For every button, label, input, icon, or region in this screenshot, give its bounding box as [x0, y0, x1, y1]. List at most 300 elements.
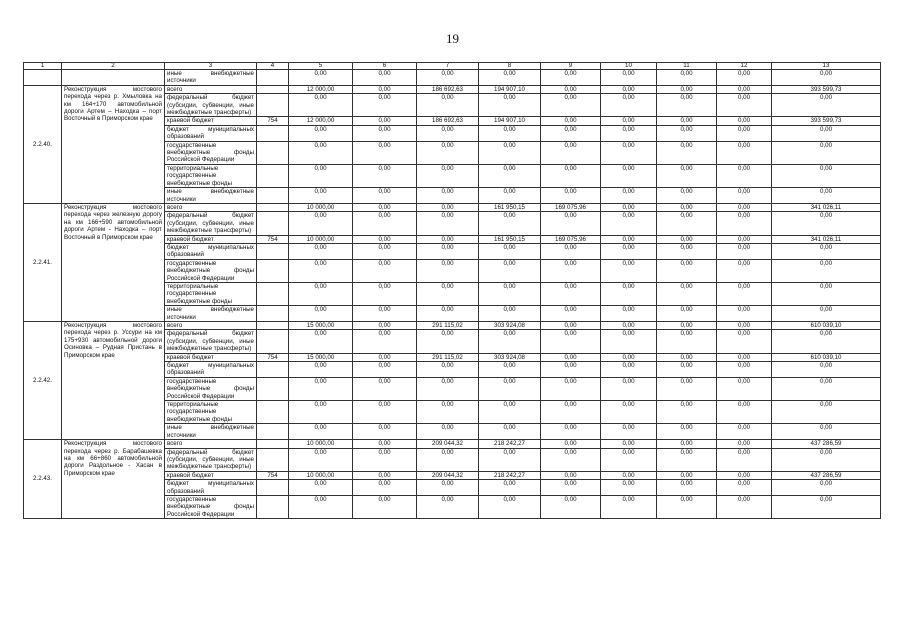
grbs-code: 754 — [257, 235, 289, 243]
amount-cell: 0,00 — [289, 401, 353, 424]
amount-cell: 0,00 — [353, 125, 417, 141]
amount-cell: 0,00 — [657, 243, 717, 259]
amount-cell: 12 000,00 — [289, 85, 353, 93]
funding-source: федеральный бюджет (субсидии, субвенции, иные межбюджетные трансферты) — [165, 448, 257, 471]
amount-cell: 0,00 — [353, 243, 417, 259]
amount-cell: 0,00 — [289, 259, 353, 282]
amount-cell: 0,00 — [353, 164, 417, 187]
amount-cell: 0,00 — [772, 306, 881, 322]
amount-cell: 341 026,11 — [772, 203, 881, 211]
amount-cell: 0,00 — [657, 471, 717, 479]
item-description: Реконструкция мостового перехода через р. Уссури на км 175+930 автомобильной дороги Осиновка – Рудная Пристань в Приморском крае — [62, 322, 165, 440]
amount-cell: 0,00 — [657, 85, 717, 93]
amount-cell: 0,00 — [772, 164, 881, 187]
grbs-code — [257, 448, 289, 471]
amount-cell: 0,00 — [353, 212, 417, 235]
grbs-code — [257, 377, 289, 400]
amount-cell: 0,00 — [479, 401, 541, 424]
amount-cell: 0,00 — [353, 495, 417, 518]
amount-cell: 0,00 — [289, 94, 353, 117]
item-description-cell — [62, 70, 165, 86]
amount-cell: 0,00 — [541, 480, 601, 496]
grbs-code — [257, 330, 289, 353]
column-number: 1 — [24, 63, 62, 70]
amount-cell: 0,00 — [657, 330, 717, 353]
amount-cell: 0,00 — [417, 282, 479, 305]
funding-source: бюджет муниципальных образований — [165, 125, 257, 141]
item-code: 2.2.40. — [24, 85, 62, 203]
grbs-code — [257, 424, 289, 440]
amount-cell: 0,00 — [657, 164, 717, 187]
grbs-code — [257, 70, 289, 86]
amount-cell: 0,00 — [479, 212, 541, 235]
amount-cell: 0,00 — [417, 330, 479, 353]
funding-source: всего — [165, 203, 257, 211]
amount-cell: 0,00 — [417, 203, 479, 211]
amount-cell: 0,00 — [417, 362, 479, 378]
amount-cell: 0,00 — [772, 495, 881, 518]
amount-cell: 0,00 — [417, 401, 479, 424]
amount-cell: 0,00 — [353, 448, 417, 471]
amount-cell: 0,00 — [601, 377, 657, 400]
amount-cell: 0,00 — [353, 424, 417, 440]
amount-cell: 0,00 — [601, 322, 657, 330]
amount-cell: 0,00 — [417, 212, 479, 235]
funding-source: краевой бюджет — [165, 235, 257, 243]
amount-cell: 0,00 — [541, 330, 601, 353]
amount-cell: 161 950,15 — [479, 235, 541, 243]
amount-cell: 0,00 — [353, 117, 417, 125]
grbs-code — [257, 125, 289, 141]
amount-cell: 0,00 — [657, 282, 717, 305]
funding-source: всего — [165, 440, 257, 448]
grbs-code — [257, 212, 289, 235]
amount-cell: 0,00 — [479, 243, 541, 259]
amount-cell: 0,00 — [353, 306, 417, 322]
amount-cell: 0,00 — [601, 362, 657, 378]
amount-cell: 0,00 — [601, 117, 657, 125]
amount-cell: 610 039,10 — [772, 353, 881, 361]
column-number: 2 — [62, 63, 165, 70]
amount-cell: 0,00 — [353, 85, 417, 93]
amount-cell: 0,00 — [541, 377, 601, 400]
amount-cell: 0,00 — [717, 235, 772, 243]
amount-cell: 0,00 — [289, 377, 353, 400]
amount-cell: 0,00 — [353, 188, 417, 204]
amount-cell: 0,00 — [289, 141, 353, 164]
table-row — [24, 203, 881, 211]
amount-cell: 0,00 — [717, 440, 772, 448]
amount-cell: 0,00 — [417, 480, 479, 496]
amount-cell: 0,00 — [541, 188, 601, 204]
amount-cell: 0,00 — [479, 480, 541, 496]
amount-cell: 0,00 — [717, 424, 772, 440]
funding-source: всего — [165, 322, 257, 330]
amount-cell: 0,00 — [541, 141, 601, 164]
column-number-row — [24, 63, 881, 70]
amount-cell: 341 026,11 — [772, 235, 881, 243]
funding-source: всего — [165, 85, 257, 93]
amount-cell: 0,00 — [417, 164, 479, 187]
amount-cell: 0,00 — [289, 125, 353, 141]
amount-cell: 0,00 — [772, 362, 881, 378]
amount-cell: 0,00 — [479, 495, 541, 518]
amount-cell: 0,00 — [353, 362, 417, 378]
amount-cell: 0,00 — [353, 440, 417, 448]
amount-cell: 0,00 — [353, 282, 417, 305]
amount-cell: 0,00 — [601, 330, 657, 353]
grbs-code — [257, 362, 289, 378]
amount-cell: 0,00 — [479, 188, 541, 204]
amount-cell: 0,00 — [353, 471, 417, 479]
amount-cell: 0,00 — [541, 448, 601, 471]
amount-cell: 10 000,00 — [289, 471, 353, 479]
amount-cell: 0,00 — [772, 424, 881, 440]
amount-cell: 0,00 — [601, 353, 657, 361]
item-description: Реконструкция мостового перехода через р. Барабашевка на км 66+860 автомобильной дороги Раздольное - Хасан в Приморском крае — [62, 440, 165, 519]
amount-cell: 0,00 — [772, 480, 881, 496]
amount-cell: 0,00 — [601, 471, 657, 479]
amount-cell: 0,00 — [657, 440, 717, 448]
amount-cell: 0,00 — [717, 125, 772, 141]
amount-cell: 0,00 — [717, 401, 772, 424]
amount-cell: 0,00 — [717, 322, 772, 330]
amount-cell: 0,00 — [417, 235, 479, 243]
amount-cell: 0,00 — [717, 353, 772, 361]
amount-cell: 0,00 — [601, 259, 657, 282]
amount-cell: 0,00 — [657, 259, 717, 282]
amount-cell: 0,00 — [657, 125, 717, 141]
amount-cell: 0,00 — [289, 164, 353, 187]
amount-cell: 0,00 — [717, 212, 772, 235]
amount-cell: 0,00 — [601, 235, 657, 243]
amount-cell: 0,00 — [289, 495, 353, 518]
amount-cell: 0,00 — [717, 282, 772, 305]
amount-cell: 0,00 — [601, 212, 657, 235]
amount-cell: 0,00 — [541, 243, 601, 259]
amount-cell: 0,00 — [601, 401, 657, 424]
amount-cell: 15 000,00 — [289, 322, 353, 330]
amount-cell: 0,00 — [417, 306, 479, 322]
grbs-code — [257, 440, 289, 448]
amount-cell: 0,00 — [479, 306, 541, 322]
amount-cell: 0,00 — [541, 70, 601, 86]
amount-cell: 393 599,73 — [772, 85, 881, 93]
funding-source: федеральный бюджет (субсидии, субвенции, иные межбюджетные трансферты) — [165, 330, 257, 353]
table-body — [24, 63, 881, 519]
funding-source: краевой бюджет — [165, 471, 257, 479]
amount-cell: 0,00 — [417, 125, 479, 141]
amount-cell: 0,00 — [601, 164, 657, 187]
funding-source: государственные внебюджетные фонды Российской Федерации — [165, 377, 257, 400]
amount-cell: 0,00 — [772, 243, 881, 259]
table-row — [24, 70, 881, 86]
amount-cell: 0,00 — [541, 282, 601, 305]
amount-cell: 0,00 — [717, 330, 772, 353]
budget-table — [23, 62, 881, 519]
amount-cell: 15 000,00 — [289, 353, 353, 361]
amount-cell: 0,00 — [353, 259, 417, 282]
amount-cell: 0,00 — [541, 322, 601, 330]
item-code: 2.2.41. — [24, 203, 62, 321]
amount-cell: 0,00 — [601, 448, 657, 471]
amount-cell: 0,00 — [353, 322, 417, 330]
grbs-code — [257, 306, 289, 322]
amount-cell: 0,00 — [479, 330, 541, 353]
amount-cell: 0,00 — [417, 259, 479, 282]
column-number: 6 — [353, 63, 417, 70]
amount-cell: 0,00 — [541, 125, 601, 141]
amount-cell: 0,00 — [479, 125, 541, 141]
amount-cell: 0,00 — [717, 377, 772, 400]
item-code: 2.2.43. — [24, 440, 62, 519]
amount-cell: 0,00 — [717, 448, 772, 471]
amount-cell: 0,00 — [601, 480, 657, 496]
amount-cell: 10 000,00 — [289, 235, 353, 243]
column-number: 7 — [417, 63, 479, 70]
funding-source: федеральный бюджет (субсидии, субвенции, иные межбюджетные трансферты) — [165, 94, 257, 117]
grbs-code: 754 — [257, 353, 289, 361]
amount-cell: 0,00 — [717, 480, 772, 496]
funding-source: территориальные государственные внебюджетные фонды — [165, 401, 257, 424]
amount-cell: 209 044,32 — [417, 440, 479, 448]
amount-cell: 0,00 — [657, 401, 717, 424]
amount-cell: 0,00 — [717, 203, 772, 211]
amount-cell: 0,00 — [657, 117, 717, 125]
amount-cell: 169 075,96 — [541, 235, 601, 243]
amount-cell: 0,00 — [353, 235, 417, 243]
amount-cell: 0,00 — [772, 259, 881, 282]
amount-cell: 303 924,08 — [479, 322, 541, 330]
amount-cell: 437 286,59 — [772, 440, 881, 448]
grbs-code — [257, 495, 289, 518]
amount-cell: 0,00 — [772, 141, 881, 164]
amount-cell: 10 000,00 — [289, 440, 353, 448]
amount-cell: 0,00 — [479, 377, 541, 400]
item-code: 2.2.42. — [24, 322, 62, 440]
amount-cell: 0,00 — [417, 188, 479, 204]
amount-cell: 186 692,63 — [417, 117, 479, 125]
amount-cell: 218 242,27 — [479, 471, 541, 479]
amount-cell: 0,00 — [657, 94, 717, 117]
grbs-code — [257, 480, 289, 496]
amount-cell: 0,00 — [657, 203, 717, 211]
amount-cell: 0,00 — [479, 70, 541, 86]
amount-cell: 0,00 — [541, 424, 601, 440]
grbs-code — [257, 322, 289, 330]
amount-cell: 10 000,00 — [289, 203, 353, 211]
funding-source: краевой бюджет — [165, 353, 257, 361]
amount-cell: 303 924,08 — [479, 353, 541, 361]
amount-cell: 0,00 — [717, 188, 772, 204]
amount-cell: 0,00 — [772, 282, 881, 305]
funding-source: бюджет муниципальных образований — [165, 243, 257, 259]
grbs-code — [257, 401, 289, 424]
amount-cell: 0,00 — [541, 164, 601, 187]
funding-source: иные внебюджетные источники — [165, 70, 257, 86]
amount-cell: 0,00 — [657, 448, 717, 471]
amount-cell: 0,00 — [717, 164, 772, 187]
amount-cell: 0,00 — [601, 424, 657, 440]
amount-cell: 0,00 — [717, 117, 772, 125]
amount-cell: 0,00 — [772, 401, 881, 424]
funding-source: территориальные государственные внебюджетные фонды — [165, 164, 257, 187]
amount-cell: 0,00 — [601, 203, 657, 211]
item-description: Реконструкция мостового перехода через железную дорогу на км 166+590 автомобильной дороги Артем - Находка – порт Восточный в Приморском крае — [62, 203, 165, 321]
amount-cell: 0,00 — [601, 306, 657, 322]
amount-cell: 0,00 — [541, 353, 601, 361]
grbs-code — [257, 188, 289, 204]
amount-cell: 0,00 — [601, 85, 657, 93]
amount-cell: 0,00 — [479, 141, 541, 164]
amount-cell: 0,00 — [657, 141, 717, 164]
amount-cell: 0,00 — [353, 377, 417, 400]
amount-cell: 0,00 — [289, 282, 353, 305]
amount-cell: 0,00 — [657, 212, 717, 235]
amount-cell: 0,00 — [353, 480, 417, 496]
grbs-code: 754 — [257, 471, 289, 479]
amount-cell: 0,00 — [657, 188, 717, 204]
amount-cell: 12 000,00 — [289, 117, 353, 125]
column-number: 5 — [289, 63, 353, 70]
amount-cell: 209 044,32 — [417, 471, 479, 479]
amount-cell: 0,00 — [417, 377, 479, 400]
amount-cell: 0,00 — [772, 330, 881, 353]
amount-cell: 0,00 — [657, 70, 717, 86]
amount-cell: 0,00 — [717, 243, 772, 259]
amount-cell: 0,00 — [479, 164, 541, 187]
amount-cell: 0,00 — [717, 141, 772, 164]
amount-cell: 0,00 — [541, 212, 601, 235]
amount-cell: 610 039,10 — [772, 322, 881, 330]
grbs-code — [257, 94, 289, 117]
amount-cell: 0,00 — [772, 94, 881, 117]
amount-cell: 0,00 — [417, 94, 479, 117]
amount-cell: 194 907,10 — [479, 117, 541, 125]
amount-cell: 0,00 — [289, 330, 353, 353]
amount-cell: 0,00 — [417, 424, 479, 440]
amount-cell: 0,00 — [289, 212, 353, 235]
column-number: 10 — [601, 63, 657, 70]
item-code-cell — [24, 70, 62, 86]
amount-cell: 0,00 — [417, 495, 479, 518]
amount-cell: 0,00 — [541, 401, 601, 424]
amount-cell: 0,00 — [717, 70, 772, 86]
amount-cell: 194 907,10 — [479, 85, 541, 93]
funding-source: федеральный бюджет (субсидии, субвенции, иные межбюджетные трансферты) — [165, 212, 257, 235]
amount-cell: 186 692,63 — [417, 85, 479, 93]
amount-cell: 0,00 — [772, 188, 881, 204]
page-number: 19 — [446, 31, 459, 46]
amount-cell: 0,00 — [479, 424, 541, 440]
funding-source: иные внебюджетные источники — [165, 424, 257, 440]
grbs-code — [257, 141, 289, 164]
amount-cell: 0,00 — [479, 362, 541, 378]
amount-cell: 0,00 — [541, 440, 601, 448]
column-number: 11 — [657, 63, 717, 70]
column-number: 4 — [257, 63, 289, 70]
amount-cell: 0,00 — [417, 70, 479, 86]
amount-cell: 0,00 — [353, 94, 417, 117]
amount-cell: 0,00 — [541, 471, 601, 479]
amount-cell: 0,00 — [772, 212, 881, 235]
amount-cell: 0,00 — [601, 94, 657, 117]
grbs-code — [257, 85, 289, 93]
amount-cell: 0,00 — [717, 94, 772, 117]
amount-cell: 0,00 — [541, 362, 601, 378]
grbs-code — [257, 282, 289, 305]
table-row — [24, 85, 881, 93]
amount-cell: 0,00 — [289, 448, 353, 471]
amount-cell: 0,00 — [541, 306, 601, 322]
amount-cell: 0,00 — [601, 70, 657, 86]
amount-cell: 393 599,73 — [772, 117, 881, 125]
amount-cell: 0,00 — [479, 94, 541, 117]
grbs-code — [257, 259, 289, 282]
amount-cell: 0,00 — [541, 94, 601, 117]
item-description: Реконструкция мостового перехода через р. Хмыловка на км 164+170 автомобильной дороги Артем – Находка – порт Восточный в Приморском крае — [62, 85, 165, 203]
amount-cell: 0,00 — [541, 85, 601, 93]
amount-cell: 169 075,96 — [541, 203, 601, 211]
amount-cell: 0,00 — [601, 125, 657, 141]
amount-cell: 0,00 — [657, 322, 717, 330]
amount-cell: 0,00 — [289, 188, 353, 204]
amount-cell: 0,00 — [601, 440, 657, 448]
amount-cell: 0,00 — [601, 243, 657, 259]
amount-cell: 0,00 — [289, 362, 353, 378]
column-number: 8 — [479, 63, 541, 70]
amount-cell: 0,00 — [479, 448, 541, 471]
column-number: 13 — [772, 63, 881, 70]
amount-cell: 0,00 — [657, 424, 717, 440]
amount-cell: 0,00 — [353, 330, 417, 353]
amount-cell: 0,00 — [353, 141, 417, 164]
amount-cell: 0,00 — [772, 125, 881, 141]
amount-cell: 0,00 — [717, 471, 772, 479]
amount-cell: 0,00 — [353, 70, 417, 86]
amount-cell: 0,00 — [417, 448, 479, 471]
amount-cell: 0,00 — [717, 362, 772, 378]
amount-cell: 0,00 — [717, 306, 772, 322]
column-number: 9 — [541, 63, 601, 70]
amount-cell: 0,00 — [657, 362, 717, 378]
amount-cell: 0,00 — [601, 188, 657, 204]
funding-source: территориальные государственные внебюджетные фонды — [165, 282, 257, 305]
column-number: 3 — [165, 63, 257, 70]
table-row — [24, 440, 881, 448]
amount-cell: 437 286,59 — [772, 471, 881, 479]
funding-source: государственные внебюджетные фонды Российской Федерации — [165, 141, 257, 164]
amount-cell: 0,00 — [289, 243, 353, 259]
amount-cell: 0,00 — [417, 243, 479, 259]
amount-cell: 0,00 — [289, 70, 353, 86]
funding-source: иные внебюджетные источники — [165, 306, 257, 322]
amount-cell: 218 242,27 — [479, 440, 541, 448]
column-number: 12 — [717, 63, 772, 70]
amount-cell: 0,00 — [541, 117, 601, 125]
amount-cell: 0,00 — [657, 235, 717, 243]
amount-cell: 0,00 — [601, 282, 657, 305]
amount-cell: 0,00 — [417, 141, 479, 164]
funding-source: краевой бюджет — [165, 117, 257, 125]
amount-cell: 0,00 — [717, 259, 772, 282]
amount-cell: 0,00 — [772, 377, 881, 400]
grbs-code: 754 — [257, 117, 289, 125]
amount-cell: 0,00 — [353, 401, 417, 424]
amount-cell: 291 115,02 — [417, 353, 479, 361]
amount-cell: 0,00 — [601, 495, 657, 518]
amount-cell: 0,00 — [657, 353, 717, 361]
